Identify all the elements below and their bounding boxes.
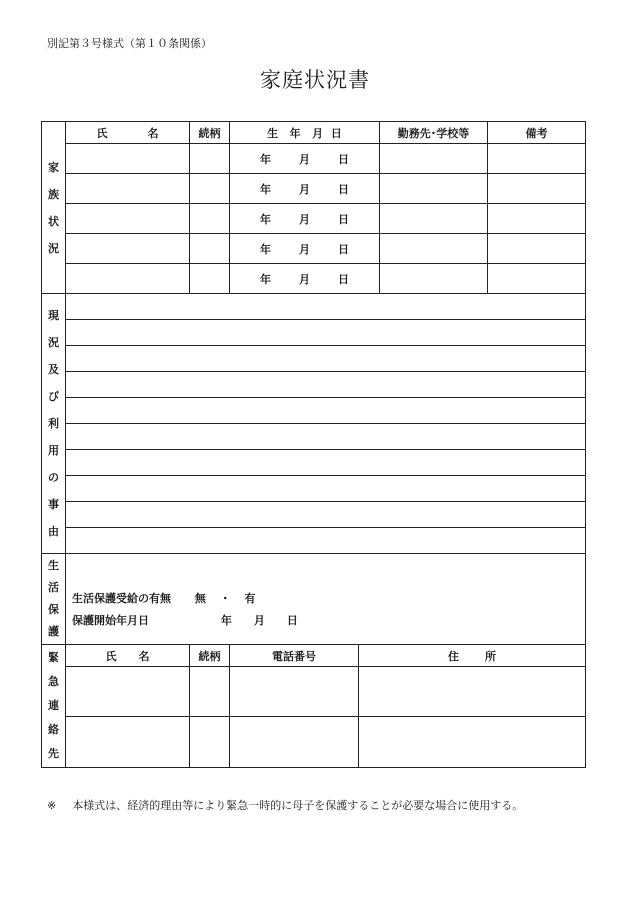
family-col-remarks: 備考: [488, 122, 586, 144]
family-name-field[interactable]: [66, 174, 190, 204]
circumstances-line[interactable]: [66, 424, 586, 450]
circumstances-line[interactable]: [66, 398, 586, 424]
emergency-section-label: 緊 急 連 絡 先: [42, 645, 66, 768]
emergency-col-relation: 続柄: [190, 645, 230, 667]
family-col-relation: 続柄: [190, 122, 230, 144]
welfare-receipt-label: 生活保護受給の有無: [72, 592, 171, 605]
family-remarks-field[interactable]: [488, 144, 586, 174]
family-birthdate-field[interactable]: 年 月 日: [230, 234, 380, 264]
family-birthdate-field[interactable]: 年 月 日: [230, 144, 380, 174]
welfare-start-date-field[interactable]: 年 月 日: [220, 614, 298, 627]
circumstances-line[interactable]: [66, 320, 586, 346]
circumstances-section-label: 現 況 及 び 利 用 の 事 由: [42, 294, 66, 554]
footnote-text: 本様式は、経済的理由等により緊急一時的に母子を保護することが必要な場合に使用する。: [72, 799, 524, 812]
family-birthdate-field[interactable]: 年 月 日: [230, 264, 380, 294]
family-relation-field[interactable]: [190, 144, 230, 174]
family-workplace-field[interactable]: [380, 264, 488, 294]
emergency-address-field[interactable]: [359, 667, 586, 717]
family-workplace-field[interactable]: [380, 204, 488, 234]
circumstances-line[interactable]: [66, 346, 586, 372]
emergency-col-name: 氏 名: [66, 645, 190, 667]
circumstances-line[interactable]: [66, 294, 586, 320]
family-row: [42, 264, 586, 294]
family-workplace-field[interactable]: [380, 234, 488, 264]
welfare-start-label: 保護開始年月日: [72, 614, 149, 627]
welfare-section-label: 生 活 保 護: [42, 554, 66, 645]
welfare-info-cell: [66, 554, 586, 645]
welfare-option-yes[interactable]: 有: [244, 592, 256, 605]
family-birthdate-field[interactable]: 年 月 日: [230, 204, 380, 234]
family-row: [42, 174, 586, 204]
family-name-field[interactable]: [66, 234, 190, 264]
circumstances-line[interactable]: [66, 502, 586, 528]
family-name-field[interactable]: [66, 204, 190, 234]
welfare-receipt-row: [72, 588, 585, 610]
circumstances-line[interactable]: [66, 372, 586, 398]
emergency-relation-field[interactable]: [190, 667, 230, 717]
family-workplace-field[interactable]: [380, 174, 488, 204]
footnote: [47, 797, 523, 813]
welfare-start-row: [72, 610, 585, 632]
emergency-phone-field[interactable]: [230, 667, 359, 717]
circumstances-line[interactable]: [66, 528, 586, 554]
emergency-phone-field[interactable]: [230, 717, 359, 768]
family-relation-field[interactable]: [190, 264, 230, 294]
family-col-birthdate: 生 年 月 日: [230, 122, 380, 144]
family-remarks-field[interactable]: [488, 264, 586, 294]
circumstances-line[interactable]: [66, 450, 586, 476]
family-section-label: 家 族 状 況: [42, 122, 66, 294]
page-title: 家庭状況書: [260, 68, 370, 92]
family-name-field[interactable]: [66, 144, 190, 174]
family-remarks-field[interactable]: [488, 174, 586, 204]
household-form-table: [41, 121, 586, 768]
circumstances-line[interactable]: [66, 476, 586, 502]
emergency-col-phone: 電話番号: [230, 645, 359, 667]
emergency-name-field[interactable]: [66, 667, 190, 717]
emergency-relation-field[interactable]: [190, 717, 230, 768]
family-row: [42, 144, 586, 174]
family-row: [42, 204, 586, 234]
family-remarks-field[interactable]: [488, 204, 586, 234]
footnote-mark: ※: [47, 799, 57, 812]
family-workplace-field[interactable]: [380, 144, 488, 174]
family-col-workplace: 勤務先･学校等: [380, 122, 488, 144]
emergency-row: [42, 717, 586, 768]
form-reference: 別記第３号様式（第１０条関係）: [47, 37, 212, 50]
family-row: [42, 234, 586, 264]
welfare-option-separator: ・: [219, 592, 231, 605]
family-name-field[interactable]: [66, 264, 190, 294]
family-remarks-field[interactable]: [488, 234, 586, 264]
emergency-col-address: 住 所: [359, 645, 586, 667]
family-relation-field[interactable]: [190, 174, 230, 204]
family-relation-field[interactable]: [190, 234, 230, 264]
emergency-name-field[interactable]: [66, 717, 190, 768]
family-col-name: 氏 名: [66, 122, 190, 144]
emergency-row: [42, 667, 586, 717]
welfare-option-none[interactable]: 無: [194, 592, 206, 605]
family-relation-field[interactable]: [190, 204, 230, 234]
emergency-address-field[interactable]: [359, 717, 586, 768]
family-birthdate-field[interactable]: 年 月 日: [230, 174, 380, 204]
